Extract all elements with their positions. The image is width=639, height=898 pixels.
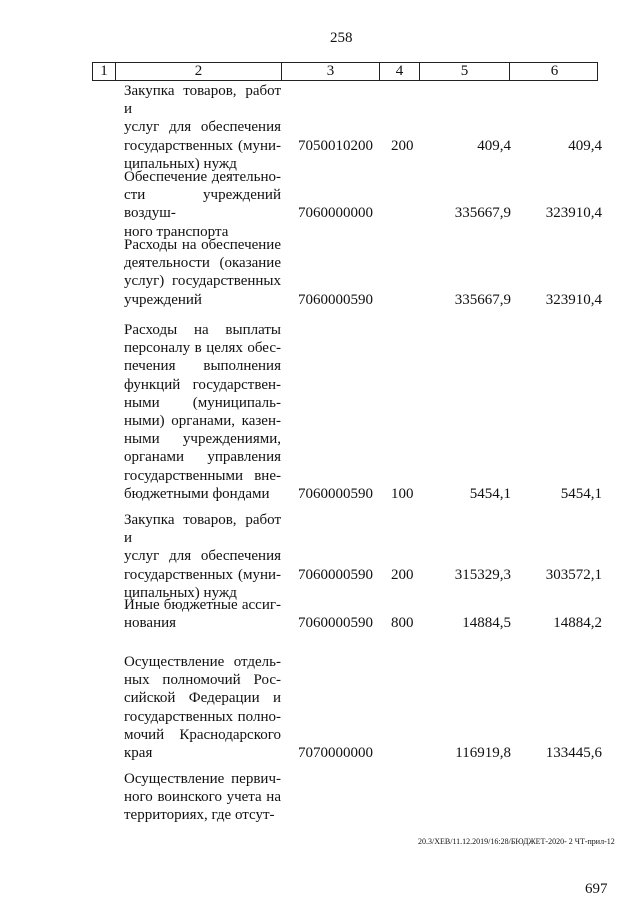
description-line: Расходы на обеспечение [124,237,281,253]
row-description [124,511,281,602]
row-value-col6: 323910,4 [545,291,602,308]
row-value-col6: 323910,4 [545,205,602,222]
description-line: Обеспечение деятельно- [124,169,281,185]
row-value-col5: 5454,1 [469,485,511,502]
row-description [124,596,281,632]
row-value-col5: 116919,8 [455,745,511,761]
description-line: государственных (муни- [124,566,281,583]
table-row [0,653,639,762]
page-number-text: 258 [330,30,353,46]
row-value-col5: 335667,9 [454,291,511,308]
description-line: края [124,745,153,762]
header-col-6: 6 [550,63,559,79]
description-line: государственных полно- [124,708,281,725]
row-code: 7070000000 [298,745,373,761]
description-line: ными) органами, казен- [124,413,281,430]
corner-number: 697 [585,881,608,897]
row-description [124,653,281,762]
row-value-col5: 315329,3 [454,566,511,583]
table-row [0,596,639,632]
table-row [0,82,639,172]
header-col-4: 4 [380,63,420,80]
row-value-col6: 5454,1 [560,485,602,502]
row-expense-type: 200 [391,137,414,154]
description-line: ного воинского учета на [124,789,281,806]
description-line: ными (муниципаль- [124,394,281,411]
row-value-col6: 409,4 [568,137,602,154]
description-line: Расходы на выплаты [124,322,281,338]
table-row [0,236,639,309]
description-line: Закупка товаров, работ и [124,83,281,118]
description-line: услуг для обеспечения [124,548,281,565]
row-expense-type: 100 [391,485,414,502]
header-col-2: 2 [116,63,282,80]
row-code: 7050010200 [298,137,373,154]
row-value-col5: 335667,9 [454,205,511,222]
row-description [124,770,281,825]
row-description [124,82,281,173]
row-description [124,168,281,241]
table-header [92,62,598,81]
table-row [0,168,639,240]
header-col-1: 1 [93,63,116,80]
row-expense-type: 200 [391,566,414,583]
description-line: учреждений [124,291,202,308]
description-line: ципальных) нужд [124,155,237,172]
row-code: 7060000590 [298,485,373,502]
description-line: услуг для обеспечения [124,119,281,136]
description-line: органами управления [124,449,281,466]
row-value-col5: 409,4 [477,137,511,154]
description-line: персоналу в целях обес- [124,340,281,357]
description-line: услуг) государственных [124,273,281,290]
row-value-col6: 14884,2 [553,615,602,632]
description-line: ных полномочий Рос- [124,672,281,689]
row-description [124,321,281,503]
row-description [124,236,281,309]
header-col-5: 5 [420,63,510,80]
description-line: сти учреждений воздуш- [124,187,281,222]
row-value-col6: 133445,6 [545,745,602,761]
row-code: 7060000590 [298,615,373,632]
description-line: бюджетными фондами [124,485,270,502]
footer-stamp: 20.3/ХЕВ/11.12.2019/16:28/БЮДЖЕТ-2020- 2 ЧТ-прил-12 [418,837,615,846]
row-value-col5: 14884,5 [462,615,511,632]
description-line: печения выполнения [124,358,281,375]
description-line: Закупка товаров, работ и [124,512,281,547]
row-expense-type: 800 [391,615,414,632]
description-line: функций государствен- [124,376,281,393]
description-line: деятельности (оказание [124,255,281,272]
header-col-3: 3 [282,63,380,80]
description-line: сийской Федерации и [124,690,281,707]
description-line: государственными вне- [124,467,281,484]
row-value-col6: 303572,1 [545,566,602,583]
description-line: Иные бюджетные ассиг- [124,597,281,613]
description-line: Осуществление первич- [124,771,281,787]
description-line: нования [124,615,177,632]
row-code: 7060000000 [298,205,373,222]
description-line: мочий Краснодарского [124,726,281,743]
table-row [0,511,639,601]
row-code: 7060000590 [298,291,373,308]
description-line: государственных (муни- [124,137,281,154]
table-row [0,321,639,503]
description-line: ного транспорта [124,223,229,240]
description-line: Осуществление отдель- [124,654,281,670]
row-code: 7060000590 [298,566,373,583]
table-row [0,770,639,825]
description-line: ципальных) нужд [124,584,237,601]
description-line: ными учреждениями, [124,431,281,448]
description-line: территориях, где отсут- [124,807,275,824]
